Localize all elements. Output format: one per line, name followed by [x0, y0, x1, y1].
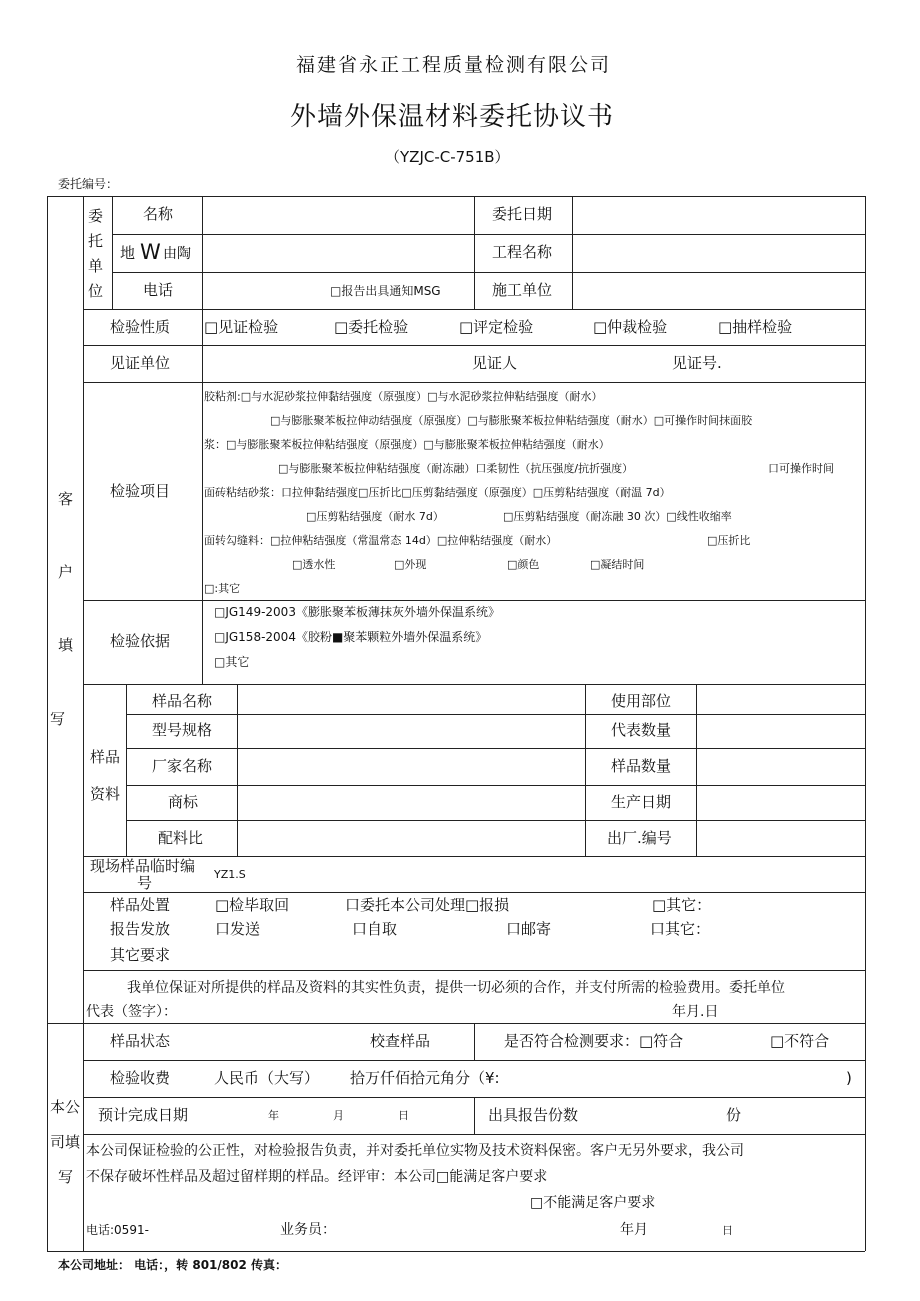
items-line-14[interactable]: □凝结时间	[590, 558, 645, 571]
client-fill-char-3: 填	[58, 636, 74, 654]
temp-no-label-tail: 号	[137, 874, 153, 892]
staff-label: 业务员：	[280, 1222, 336, 1238]
guarantee-date: 年月.日	[672, 1004, 719, 1020]
client-fill-char-2: 户	[58, 563, 74, 581]
project-name-label: 工程名称	[492, 243, 553, 261]
nature-evaluate-checkbox[interactable]: □评定检验	[459, 318, 534, 336]
delivery-label: 报告发放	[110, 920, 171, 938]
disposal-company-checkbox[interactable]: 口委托本公司处理□报损	[345, 896, 510, 914]
items-line-4[interactable]: □与膨胀聚苯板拉伸粘结强度（耐冻融）口柔韧性（抗压强度/抗折强度）	[278, 462, 634, 475]
fee-units: 拾万仟佰拾元角分（¥:	[350, 1069, 500, 1087]
items-line-10[interactable]: □压折比	[707, 534, 751, 547]
company-fill-char-1: 本公	[50, 1098, 81, 1116]
nature-arbitrate-checkbox[interactable]: □仲裁检验	[593, 318, 668, 336]
sample-manufacturer-field[interactable]	[238, 750, 584, 784]
factory-no-label: 出厂.编号	[607, 829, 672, 847]
rmb-label: 人民币（大写）	[214, 1069, 320, 1087]
client-name-field[interactable]	[203, 198, 473, 233]
sample-state-label: 样品状态	[110, 1032, 171, 1050]
items-line-3[interactable]: 浆：□与膨胀聚苯板拉伸粘结强度（原强度）□与膨胀聚苯板拉伸粘结强度（耐水）	[204, 438, 610, 451]
company-name: 福建省永正工程质量检测有限公司	[296, 54, 612, 76]
finish-month: 月	[333, 1109, 344, 1122]
delivery-pickup-checkbox[interactable]: 口自取	[352, 920, 398, 938]
check-sample-label: 校查样品	[370, 1032, 431, 1050]
conform-checkbox[interactable]: 是否符合检测要求：□符合	[504, 1032, 684, 1050]
basis-other-checkbox[interactable]: □其它	[214, 655, 250, 669]
other-req-label: 其它要求	[110, 946, 171, 964]
report-copies-unit: 份	[726, 1106, 742, 1124]
usage-part-label: 使用部位	[611, 692, 672, 710]
entrust-unit-char-4: 位	[88, 282, 104, 300]
nature-entrust-checkbox[interactable]: □委托检验	[334, 318, 409, 336]
disposal-label: 样品处置	[110, 896, 171, 914]
sample-quantity-label: 样品数量	[611, 757, 672, 775]
basis-label: 检验依据	[110, 632, 171, 650]
items-line-6[interactable]: 面砖粘结砂浆：口拉伸黏结强度□压折比□压剪黏结强度（原强度）□压剪粘结强度（耐温 7d）	[204, 486, 671, 499]
inspection-items-label: 检验项目	[110, 482, 171, 500]
statement-line-2: 不保存破坏性样品及超过留样期的样品。经评审：本公司□能满足客户要求	[86, 1169, 548, 1185]
entrust-unit-char-2: 托	[88, 232, 104, 250]
temp-no-label: 现场样品临时编	[90, 857, 196, 875]
construction-unit-field[interactable]	[573, 274, 863, 308]
basis-jg149-checkbox[interactable]: □JG149-2003《膨胀聚苯板薄抹灰外墙外保温系统》	[214, 605, 500, 619]
address-label-c: 由陶	[163, 246, 191, 262]
delivery-other-checkbox[interactable]: 口其它：	[650, 920, 711, 938]
client-name-label: 名称	[143, 205, 174, 223]
entrust-unit-char-1: 委	[88, 207, 104, 225]
finish-date-label: 预计完成日期	[98, 1106, 189, 1124]
sample-name-field[interactable]	[238, 686, 584, 713]
fee-label: 检验收费	[110, 1069, 171, 1087]
footer-date: 年月	[620, 1222, 648, 1238]
finish-day: 日	[398, 1109, 409, 1122]
sample-model-field[interactable]	[238, 716, 584, 747]
items-line-5[interactable]: 口可操作时间	[768, 462, 834, 475]
disposal-retrieve-checkbox[interactable]: □检毕取回	[215, 896, 290, 914]
items-line-9[interactable]: 面转勾缝料：□拉伸粘结强度（常温常态 14d）□拉伸粘结强度（耐水）	[204, 534, 558, 547]
construction-unit-label: 施工单位	[492, 281, 553, 299]
guarantee-line-2: 代表（签字）：	[86, 1004, 177, 1020]
sample-name-label: 样品名称	[152, 692, 213, 710]
project-name-field[interactable]	[573, 236, 863, 271]
rep-quantity-label: 代表数量	[611, 721, 672, 739]
statement-line-3: □不能满足客户要求	[530, 1195, 656, 1211]
sample-brand-field[interactable]	[238, 787, 584, 819]
statement-line-1: 本公司保证检验的公正性，对检验报告负责，并对委托单位实物及技术资料保密。客户无另外要求，我公司	[86, 1143, 744, 1159]
sample-info-char-2: 资料	[90, 785, 121, 803]
footer-address: 本公司地址： 电话：，转 801/802 传真：	[58, 1258, 288, 1272]
items-line-11[interactable]: □透水性	[292, 558, 336, 571]
witness-unit-label: 见证单位	[110, 354, 171, 372]
temp-no-value: YZ1.S	[214, 868, 246, 881]
company-phone: 电话:0591-	[86, 1223, 149, 1237]
witness-number-label: 见证号.	[672, 354, 722, 372]
client-phone-label: 电话	[143, 281, 174, 299]
delivery-send-checkbox[interactable]: 口发送	[215, 920, 261, 938]
company-fill-char-2: 司填	[50, 1133, 81, 1151]
company-fill-char-3: 写	[58, 1168, 74, 1186]
commission-no-label: 委托编号：	[58, 177, 119, 191]
items-line-13[interactable]: □颜色	[507, 558, 540, 571]
page-title: 外墙外保温材料委托协议书	[290, 102, 615, 132]
nature-sampling-checkbox[interactable]: □抽样检验	[718, 318, 793, 336]
form-code: （YZJC-C-751B）	[385, 148, 510, 166]
sample-manufacturer-label: 厂家名称	[152, 757, 213, 775]
entrust-date-field[interactable]	[573, 198, 863, 233]
inspection-nature-label: 检验性质	[110, 318, 171, 336]
address-label-b: W	[140, 240, 161, 264]
witness-person-label: 见证人	[472, 354, 518, 372]
not-conform-checkbox[interactable]: □不符合	[770, 1032, 830, 1050]
production-date-label: 生产日期	[611, 793, 672, 811]
sample-brand-label: 商标	[168, 793, 199, 811]
client-address-field[interactable]	[203, 236, 473, 271]
footer-day: 日	[722, 1224, 733, 1237]
items-line-1[interactable]: 胶粘剂:□与水泥砂浆拉伸黏结强度（原强度）□与水泥砂浆拉伸粘结强度（耐水）	[204, 390, 603, 403]
items-line-7[interactable]: □压剪粘结强度（耐水 7d）	[306, 510, 444, 523]
client-fill-char-1: 客	[58, 490, 74, 508]
items-line-2[interactable]: □与膨胀聚苯板拉伸动结强度（原强度）□与膨胀聚苯板拉伸粘结强度（耐水）□可操作时间抹面胶	[270, 414, 753, 427]
sample-ratio-label: 配料比	[158, 829, 204, 847]
sample-ratio-field[interactable]	[238, 822, 584, 855]
finish-year: 年	[268, 1109, 279, 1122]
items-line-12[interactable]: □外现	[394, 558, 427, 571]
disposal-other-checkbox[interactable]: □其它：	[652, 896, 712, 914]
entrust-unit-char-3: 单	[88, 257, 104, 275]
address-label-a: 地	[120, 244, 136, 262]
notify-option-checkbox[interactable]: □报告出具通知MSG	[330, 284, 441, 298]
sample-info-char-1: 样品	[90, 748, 121, 766]
items-line-8[interactable]: □压剪粘结强度（耐冻融 30 次）□线性收缩率	[503, 510, 732, 523]
nature-witness-checkbox[interactable]: □见证检验	[204, 318, 279, 336]
fee-paren-close: )	[846, 1069, 852, 1087]
sample-model-label: 型号规格	[152, 721, 213, 739]
basis-jg158-checkbox[interactable]: □JG158-2004《胶粉■聚苯颗粒外墙外保温系统》	[214, 630, 488, 644]
report-copies-label: 出具报告份数	[488, 1106, 579, 1124]
guarantee-line-1: 我单位保证对所提供的样品及资料的其实性负责，提供一切必须的合作，并支付所需的检验费用。委托单位	[127, 980, 785, 996]
delivery-mail-checkbox[interactable]: 口邮寄	[506, 920, 552, 938]
items-line-15[interactable]: □:其它	[204, 582, 241, 595]
client-fill-char-4: 写	[50, 710, 66, 728]
entrust-date-label: 委托日期	[492, 205, 553, 223]
